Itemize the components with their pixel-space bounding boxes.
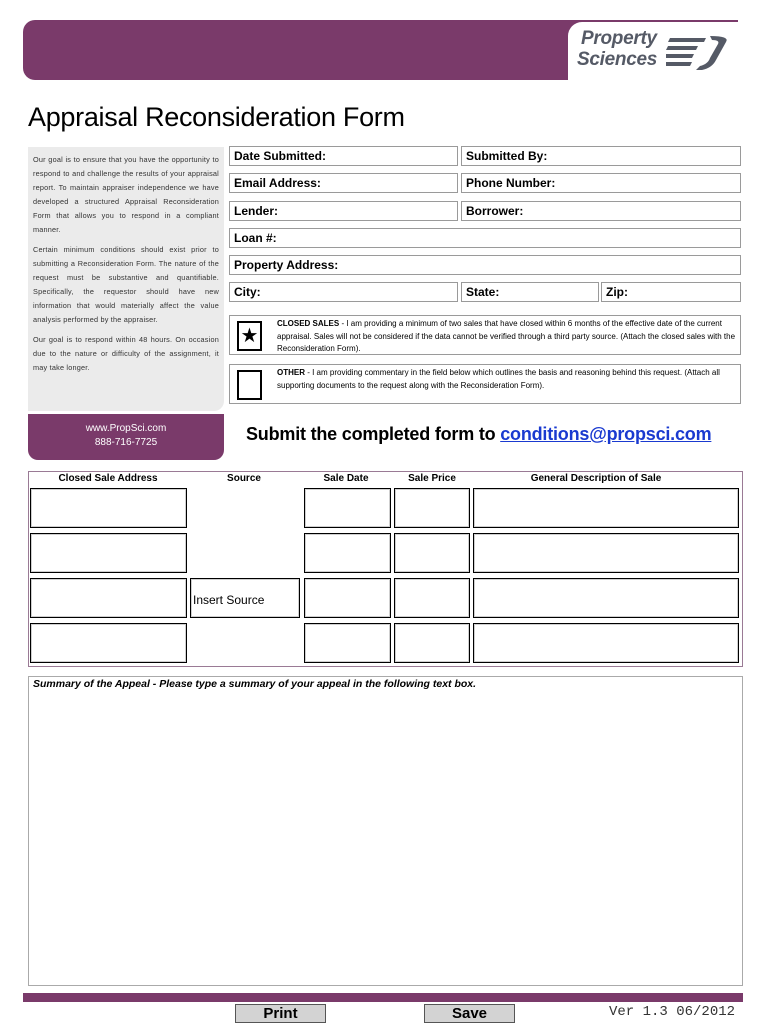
other-label: OTHER <box>277 368 305 377</box>
intro-paragraph-1: Our goal is to ensure that you have the opportunity to respond to and challenge the results of your appraisal report. To maintain appraiser independence we have developed a structured Appraisal Reconsideration Form that allows you to respond in a compliant manner. <box>33 155 219 234</box>
intro-paragraph-2: Certain minimum conditions should exist prior to submitting a Reconsideration Form. The nature of the request must be substantive and quantifiable. Specifically, the requestor should have new information that would materially affect the value analysis performed by the appraiser. <box>33 245 219 324</box>
website-link[interactable]: www.PropSci.com <box>85 423 167 434</box>
closed-sales-option <box>229 315 741 355</box>
closed-sales-description: - I am providing a minimum of two sales that have closed within 6 months of the effective date of the current appraisal. Sales will not be considered if the data cannot be verified through a third party source. (Attach the closed sales with the Reconsideration Form). <box>277 319 736 353</box>
header-source: Source <box>227 473 261 484</box>
sale-1-date[interactable] <box>304 488 391 528</box>
sale-3-address[interactable] <box>30 578 187 618</box>
phone-number-field[interactable]: Phone Number: <box>461 173 741 193</box>
save-button[interactable]: Save <box>424 1004 515 1023</box>
header-closed-sale-address: Closed Sale Address <box>58 473 158 484</box>
header-sale-price: Sale Price <box>408 473 456 484</box>
lender-field[interactable]: Lender: <box>229 201 458 221</box>
sale-3-date[interactable] <box>304 578 391 618</box>
phone-number: 888-716-7725 <box>94 437 158 448</box>
sale-2-description[interactable] <box>473 533 739 573</box>
sale-4-price[interactable] <box>394 623 470 663</box>
version-label: Ver 1.3 06/2012 <box>609 1004 736 1020</box>
contact-box <box>28 414 224 460</box>
sale-4-description[interactable] <box>473 623 739 663</box>
logo <box>568 22 740 82</box>
other-checkbox[interactable] <box>237 370 262 400</box>
borrower-field[interactable]: Borrower: <box>461 201 741 221</box>
intro-panel <box>28 147 224 411</box>
page-title: Appraisal Reconsideration Form <box>28 102 405 132</box>
sale-3-price[interactable] <box>394 578 470 618</box>
zip-field[interactable]: Zip: <box>601 282 741 302</box>
email-address-field[interactable]: Email Address: <box>229 173 458 193</box>
submit-email-link[interactable]: conditions@propsci.com <box>500 424 712 444</box>
sale-2-address[interactable] <box>30 533 187 573</box>
loan-number-field[interactable]: Loan #: <box>229 228 741 248</box>
footer-bar <box>23 993 743 1002</box>
sale-1-description[interactable] <box>473 488 739 528</box>
summary-label: Summary of the Appeal - Please type a summary of your appeal in the following text box. <box>33 678 477 690</box>
date-submitted-field[interactable]: Date Submitted: <box>229 146 458 166</box>
submitted-by-field[interactable]: Submitted By: <box>461 146 741 166</box>
sale-1-address[interactable] <box>30 488 187 528</box>
sale-3-source[interactable]: Insert Source <box>190 578 300 618</box>
logo-stripes-icon <box>666 34 732 74</box>
sale-4-address[interactable] <box>30 623 187 663</box>
city-field[interactable]: City: <box>229 282 458 302</box>
closed-sales-checkbox[interactable]: ★ <box>237 321 262 351</box>
closed-sales-label: CLOSED SALES <box>277 319 340 328</box>
submit-instructions <box>246 424 711 445</box>
sale-1-price[interactable] <box>394 488 470 528</box>
sale-2-date[interactable] <box>304 533 391 573</box>
intro-paragraph-3: Our goal is to respond within 48 hours. On occasion due to the nature or difficulty of the assignment, it may take longer. <box>33 335 219 372</box>
header-sale-date: Sale Date <box>323 473 369 484</box>
print-button[interactable]: Print <box>235 1004 326 1023</box>
logo-line-1: Property <box>581 28 657 49</box>
other-description: - I am providing commentary in the field below which outlines the basis and reasoning behind this request. (Attach all supporting documents to the request along with the Reconsideration Form). <box>277 368 720 390</box>
other-option <box>229 364 741 404</box>
sale-4-date[interactable] <box>304 623 391 663</box>
property-address-field[interactable]: Property Address: <box>229 255 741 275</box>
submit-prefix: Submit the completed form to <box>246 424 501 444</box>
header-general-description: General Description of Sale <box>530 473 662 484</box>
logo-line-2: Sciences <box>577 49 657 70</box>
sale-3-description[interactable] <box>473 578 739 618</box>
sale-2-price[interactable] <box>394 533 470 573</box>
summary-textarea[interactable] <box>28 676 743 986</box>
state-field[interactable]: State: <box>461 282 599 302</box>
